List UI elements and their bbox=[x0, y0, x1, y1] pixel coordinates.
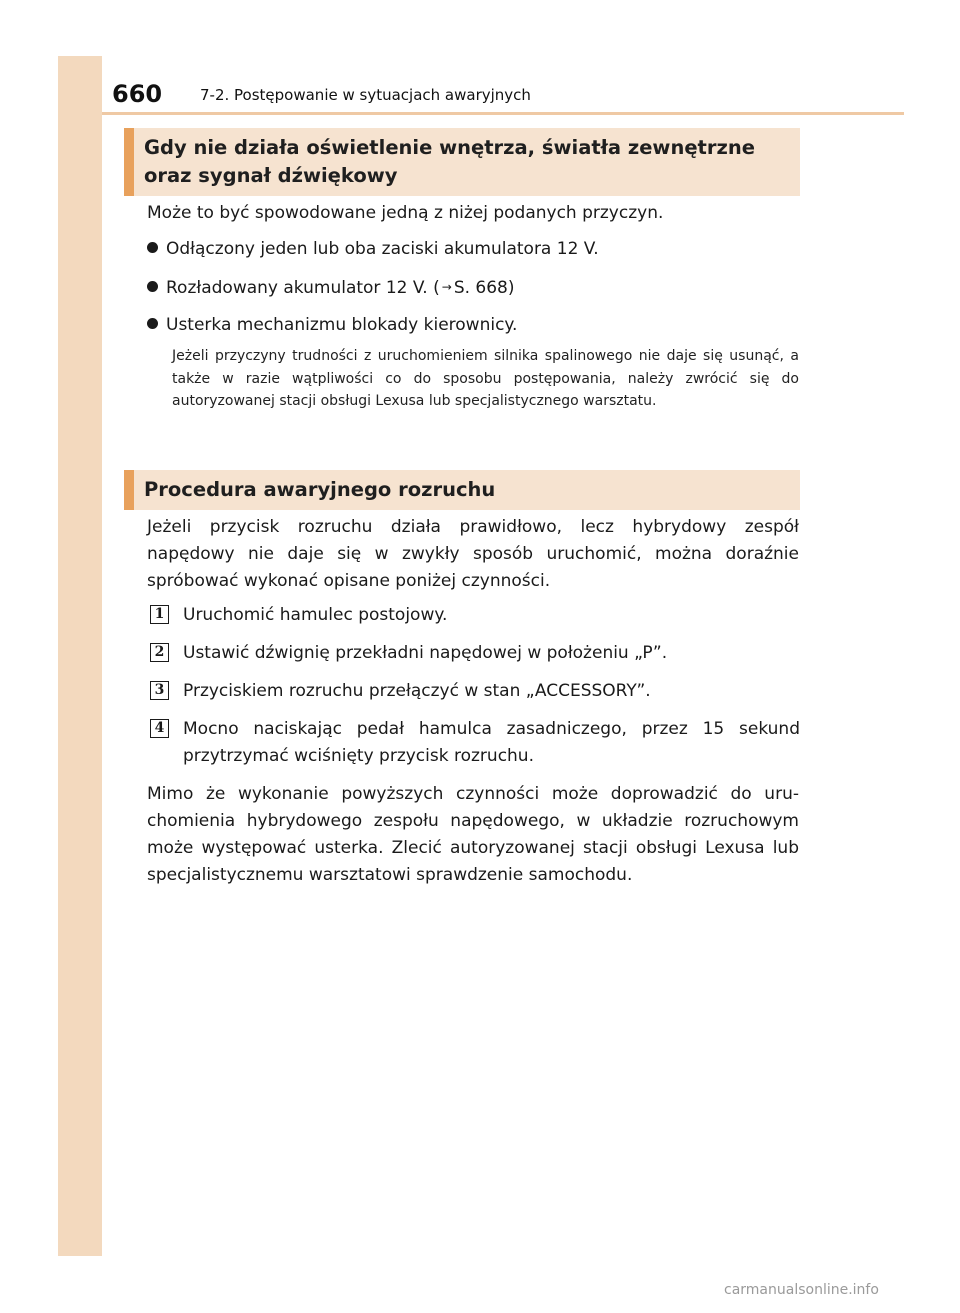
bullet-text: Odłączony jeden lub oba zaciski akumulatora 12 V. bbox=[166, 239, 599, 259]
section-heading-emergency-start: Procedura awaryjnego rozruchu bbox=[124, 470, 800, 510]
step-text: Mocno naciskając pedał hamulca zasadniczego, przez 15 sekund przytrzymać wciśnięty przycisk rozruchu. bbox=[183, 719, 800, 766]
section1-intro: Może to być spowodowane jedną z niżej podanych przyczyn. bbox=[147, 203, 664, 223]
step-text: Przyciskiem rozruchu przełączyć w stan „ACCESSORY”. bbox=[183, 681, 651, 701]
step-number-badge: 3 bbox=[150, 681, 169, 700]
step-item bbox=[150, 602, 800, 629]
page-reference-link[interactable]: S. 668) bbox=[453, 278, 515, 298]
list-item bbox=[147, 274, 799, 302]
step-item bbox=[150, 678, 800, 705]
bullet-text: Usterka mechanizmu blokady kierownicy. bbox=[166, 315, 518, 335]
header-divider bbox=[102, 112, 904, 115]
step-text: Ustawić dźwignię przekładni napędowej w położeniu „P”. bbox=[183, 643, 668, 663]
page-reference-arrow-icon: → bbox=[441, 280, 452, 294]
page-number: 660 bbox=[112, 80, 163, 108]
section2-outro: Mimo że wykonanie powyższych czynności może doprowadzić do uruchomienia hybrydowego zespołu napędowego, w układzie rozruchowym może występować usterka. Zlecić autoryzowanej stacji obsługi Lexusa lub specjalistycznemu warsztatowi sprawdzenie samochodu. bbox=[147, 784, 799, 885]
running-header-title: 7-2. Postępowanie w sytuacjach awaryjnych bbox=[200, 86, 531, 104]
step-number-badge: 2 bbox=[150, 643, 169, 662]
side-color-strip bbox=[58, 56, 102, 1256]
bullet-icon bbox=[147, 281, 158, 292]
list-item bbox=[147, 236, 799, 263]
bullet-text: Rozładowany akumulator 12 V. ( bbox=[166, 278, 440, 298]
section2-intro: Jeżeli przycisk rozruchu działa prawidłowo, lecz hybrydowy zespół napędowy nie daje się w zwykły sposób uruchomić, można doraźnie spróbować wykonać opisane poniżej czynności. bbox=[147, 517, 799, 591]
step-item bbox=[150, 716, 800, 770]
section1-note: Jeżeli przyczyny trudności z uruchomieniem silnika spalinowego nie daje się usunąć, a także w razie wątpliwości co do sposobu postępowania, należy zwrócić się do autoryzowanej stacji obsługi Lexusa lub specjalistycznego warsztatu. bbox=[172, 348, 799, 409]
step-text: Uruchomić hamulec postojowy. bbox=[183, 605, 448, 625]
section-heading-lighting: Gdy nie działa oświetlenie wnętrza, światła zewnętrzne oraz sygnał dźwiękowy bbox=[124, 128, 800, 196]
watermark-text: carmanualsonline.info bbox=[724, 1282, 879, 1298]
bullet-icon bbox=[147, 242, 158, 253]
bullet-icon bbox=[147, 318, 158, 329]
step-number-badge: 4 bbox=[150, 719, 169, 738]
step-item bbox=[150, 640, 800, 667]
list-item bbox=[147, 312, 799, 339]
step-number-badge: 1 bbox=[150, 605, 169, 624]
